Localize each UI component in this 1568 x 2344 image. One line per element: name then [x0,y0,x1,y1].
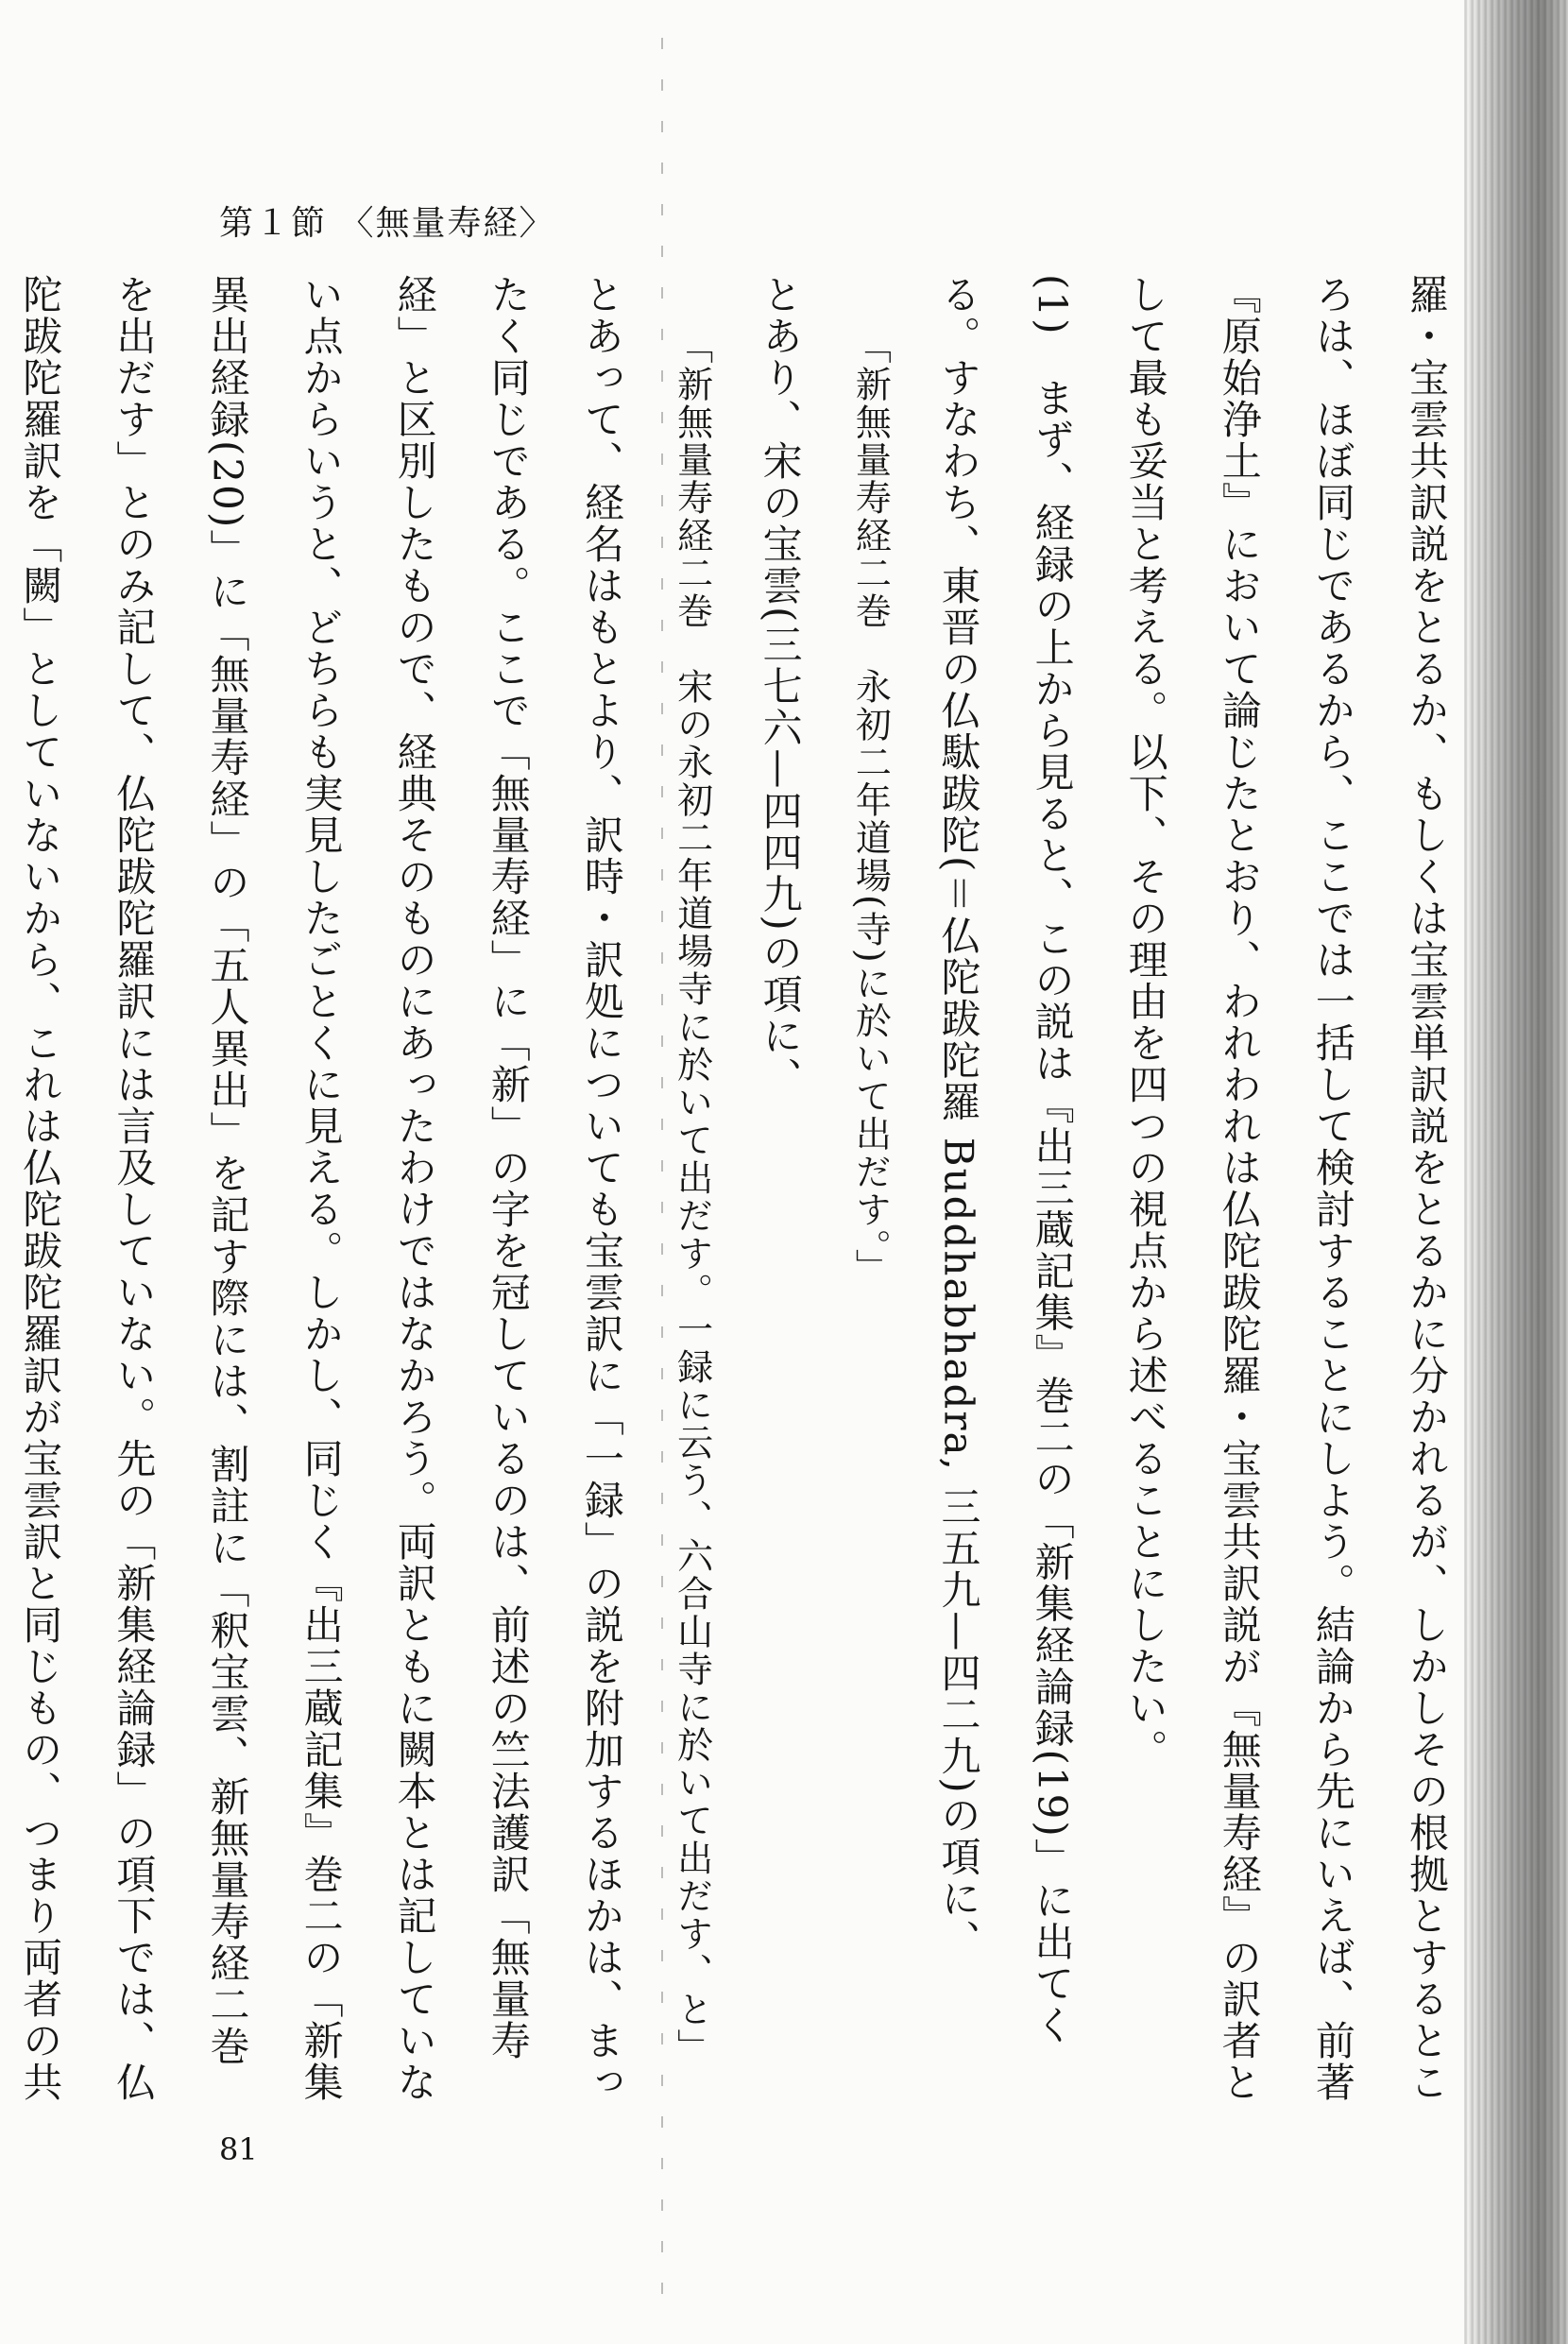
paragraph-2: (1) まず、経録の上から見ると、この説は『出三蔵記集』巻二の「新集経論録(19)」に出てくる。すなわち、東晋の仏駄跋陀(＝仏陀跋陀羅 Buddhabhadra, 三五九—四二九)の項に、 [935,274,1076,2046]
paragraph-3: とあり、宋の宝雲(三七六—四四九)の項に、 [757,274,804,1099]
quote-1: 「新無量寿経二巻 永初二年道場(寺)に於いて出だす。」 [849,328,892,1287]
paragraph-1: 羅・宝雲共訳説をとるか、もしくは宝雲単訳説をとるかに分かれるが、しかしその根拠とするところは、ほぼ同じであるから、ここでは一括して検討することにしよう。結論から先にいえば、前著『原始浄土』において論じたとおり、われわれは仏陀跋陀羅・宝雲共訳説が『無量寿経』の訳者として最も妥当と考える。以下、その理由を四つの視点から述べることにしたい。 [1122,274,1450,2103]
page-number: 81 [219,2131,258,2167]
body-text [17,274,1474,2107]
page-header: 第１節 〈無量寿経〉 [219,204,555,243]
quote-2: 「新無量寿経二巻 宋の永初二年道場寺に於いて出だす。一録に云う、六合山寺に於いて出だす、と」 [671,328,713,2066]
paragraph-4: とあって、経名はもとより、訳時・訳処についても宝雲訳に「一録」の説を附加するほかは、まったく同じである。ここで「無量寿経」に「新」の字を冠しているのは、前述の竺法護訳「無量寿経」と区別したもので、経典そのものにあったわけではなかろう。両訳ともに闕本とは記していない点からいうと、どちらも実見したごとくに見える。しかし、同じく『出三蔵記集』巻二の「新集異出経録(20)」に「無量寿経」の「五人異出」を記す際には、割註に「釈宝雲、新無量寿経二巻を出だす」とのみ記して、仏陀跋陀羅訳には言及していない。先の「新集経論録」の項下では、仏陀跋陀羅訳を「闕」としていないから、これは仏陀跋陀羅訳が宝雲訳と同じもの、つまり両者の共 [17,274,625,2103]
page-scan-edge [1464,0,1568,2344]
vertical-text-column [17,274,1474,2107]
